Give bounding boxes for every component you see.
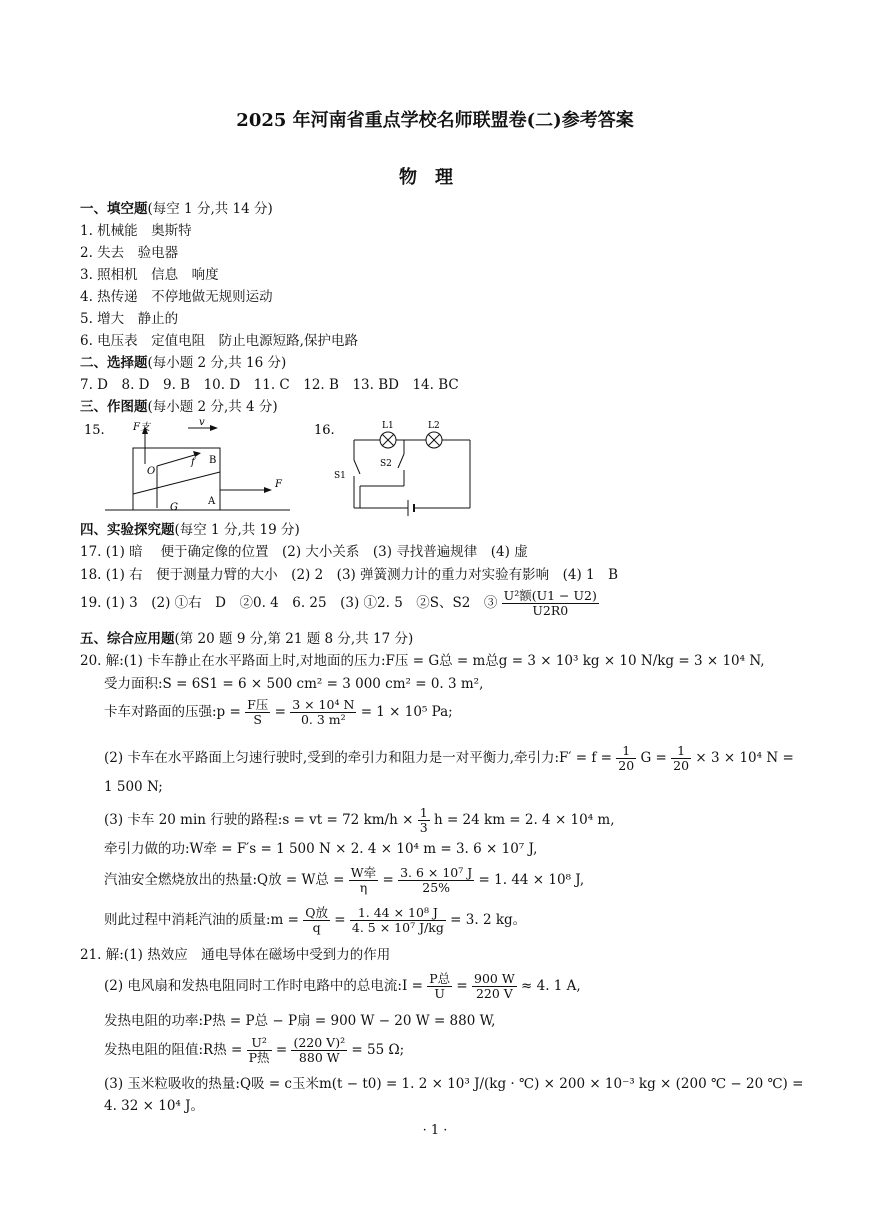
page-number: · 1 · [422, 1123, 448, 1138]
q21-line-6: 4. 32 × 10⁴ J。 [104, 1098, 205, 1114]
answer-2: 2. 失去 验电器 [80, 245, 179, 261]
answer-18: 18. (1) 右 便于测量力臂的大小 (2) 2 (3) 弹簧测力计的重力对实验有影响 (4) 1 B [80, 567, 619, 583]
answer-6: 6. 电压表 定值电阻 防止电源短路,保护电路 [80, 333, 358, 349]
section-experiment-heading: 四、实验探究题(每空 1 分,共 19 分) [80, 522, 300, 538]
section-drawing-heading: 三、作图题(每小题 2 分,共 4 分) [80, 399, 278, 415]
fig16-number: 16. [314, 423, 335, 438]
figure-16-circuit-diagram [312, 416, 482, 516]
answer-19: 19. (1) 3 (2) ①右 D ②0. 4 6. 25 (3) ①2. 5 ②S、S2 ③ $\frac{\text{U²额(U1 − U2)}}{U2R0}$ [80, 588, 597, 618]
section-choice-heading: 二、选择题(每小题 2 分,共 16 分) [80, 355, 287, 371]
q21-line-3: 发热电阻的功率:P热 = P总 − P扇 = 900 W − 20 W = 880 W, [104, 1013, 496, 1029]
fig16-lamp-l1-label: L1 [382, 421, 394, 431]
fig16-lamp-l2-label: L2 [428, 421, 440, 431]
fig15-point-o: O [147, 466, 156, 477]
q21-line-1: 21. 解:(1) 热效应 通电导体在磁场中受到力的作用 [80, 947, 391, 963]
q20-line-7: 牵引力做的功:W牵 = F′s = 1 500 N × 2. 4 × 10⁴ m = 3. 6 × 10⁷ J, [104, 841, 538, 857]
fig15-number: 15. [84, 423, 105, 438]
q20-line-5: 1 500 N; [104, 779, 163, 795]
answer-1: 1. 机械能 奥斯特 [80, 223, 192, 239]
q21-line-5: (3) 玉米粒吸收的热量:Q吸 = c玉米m(t − t0) = 1. 2 × 10³ J/(kg · ℃) × 200 × 10⁻³ kg × (200 ℃ − 20 ℃) = [104, 1076, 804, 1092]
q20-line-9: 则此过程中消耗汽油的质量:m = $\frac{\text{Q放}}{q}$ = $\frac{\text{1. 44 × 10⁸ J}}{\text{4. 5 × 10⁷ J/kg}}$ = 3. 2 kg。 [104, 905, 527, 935]
q20-line-1: 20. 解:(1) 卡车静止在水平路面上时,对地面的压力:F压 = G总 = m总g = 3 × 10³ kg × 10 N/kg = 3 × 10⁴ N, [80, 653, 765, 669]
q20-line-8: 汽油安全燃烧放出的热量:Q放 = W总 = $\frac{\text{W牵}}{\eta}$ = $\frac{\text{3. 6 × 10⁷ J}}{25\%}$ = 1. 44 × 10⁸ J, [104, 865, 585, 895]
answer-4: 4. 热传递 不停地做无规则运动 [80, 289, 273, 305]
fig15-support-force-label: F支 [133, 422, 150, 433]
q20-line-4: (2) 卡车在水平路面上匀速行驶时,受到的牵引力和阻力是一对平衡力,牵引力:F′ = f = $\frac{1}{20}$ G = $\frac{1}{20}$ × 3 × 10⁴ N = [104, 743, 794, 773]
answer-17: 17. (1) 暗 便于确定像的位置 (2) 大小关系 (3) 寻找普遍规律 (4) 虚 [80, 544, 528, 560]
fig16-switch-s1-label: S1 [334, 471, 346, 481]
q20-line-6: (3) 卡车 20 min 行驶的路程:s = vt = 72 km/h × $\frac{1}{3}$ h = 24 km = 2. 4 × 10⁴ m, [104, 805, 615, 835]
fig15-force-f-label: F [275, 479, 282, 490]
q21-line-4: 发热电阻的阻值:R热 = $\frac{\text{U²}}{\text{P热}}$ = $\frac{\text{(220 V)²}}{880 W}$ = 55 Ω; [104, 1035, 405, 1065]
q21-line-2: (2) 电风扇和发热电阻同时工作时电路中的总电流:I = $\frac{\text{P总}}{U}$ = $\frac{900 W}{220 V}$ ≈ 4. 1 A, [104, 971, 581, 1001]
fig15-gravity-label: G [170, 502, 178, 513]
fig15-point-a: A [208, 496, 216, 507]
section-application-heading: 五、综合应用题(第 20 题 9 分,第 21 题 8 分,共 17 分) [80, 631, 414, 647]
q20-line-3: 卡车对路面的压强:p = $\frac{\text{F压}}{S}$ = $\frac{\text{3 × 10⁴ N}}{\text{0. 3 m²}}$ = 1 × 10⁵ Pa; [104, 697, 453, 727]
answer-19-fraction: $\frac{\text{U²额(U1 − U2)}}{U2R0}$ [503, 588, 597, 618]
q20-line-2: 受力面积:S = 6S1 = 6 × 500 cm² = 3 000 cm² = 0. 3 m², [104, 676, 484, 692]
figure-15-force-diagram [80, 416, 290, 516]
fig15-velocity-label: v [199, 417, 205, 428]
answer-5: 5. 增大 静止的 [80, 311, 179, 327]
answer-3: 3. 照相机 信息 响度 [80, 267, 219, 283]
section-fill-heading: 一、填空题(每空 1 分,共 14 分) [80, 201, 273, 217]
fig16-switch-s2-label: S2 [380, 459, 392, 469]
fig15-friction-label: f [191, 457, 195, 468]
fig15-point-b: B [209, 455, 217, 466]
subject-heading: 物理 [399, 167, 471, 188]
choice-answers: 7. D 8. D 9. B 10. D 11. C 12. B 13. BD 14. BC [80, 377, 459, 393]
document-title: 2025 年河南省重点学校名师联盟卷(二)参考答案 [236, 110, 634, 131]
